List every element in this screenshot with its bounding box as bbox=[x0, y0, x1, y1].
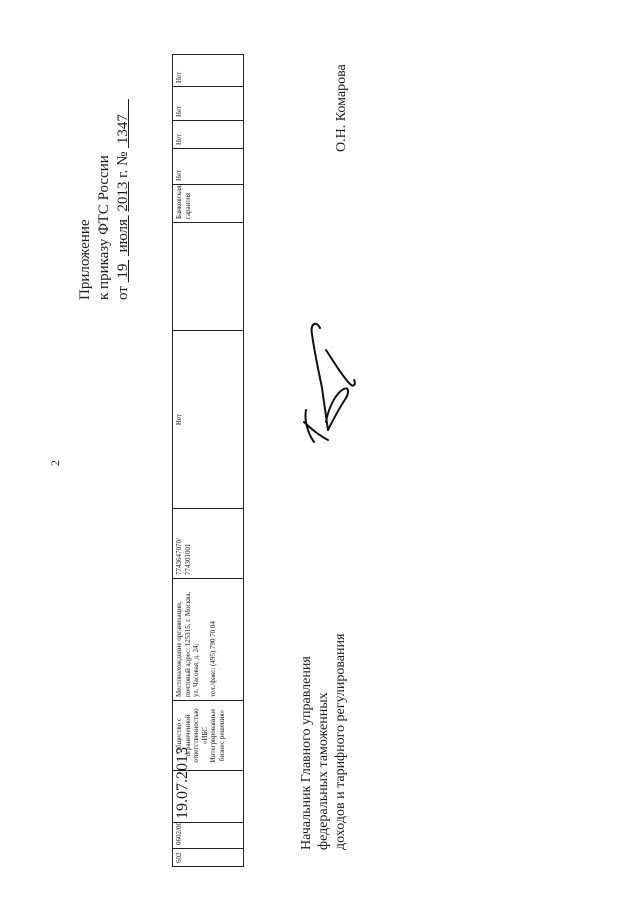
registry-table bbox=[172, 55, 244, 867]
date-day: 19 bbox=[115, 263, 131, 279]
cell-flag-4: Нет bbox=[173, 55, 244, 87]
appendix-header bbox=[76, 99, 133, 300]
number-label: г. № bbox=[115, 147, 131, 182]
cell-address: Местонахождение организации, почтовый адрес: 125315, г. Москва, ул. Часовая, д. 24; тел./факс: (495) 790 70 04 bbox=[173, 579, 244, 701]
signatory-line-1: Начальник Главного управления bbox=[299, 656, 314, 850]
cell-code: 0602/00 bbox=[173, 823, 244, 849]
page-number: 2 bbox=[48, 460, 62, 466]
order-reference: к приказу ФТС России bbox=[96, 155, 112, 300]
cell-organization-name: Общество с ограниченной ответственностью «ИБС Интегрированные бизнес решения» bbox=[173, 701, 244, 771]
cell-empty bbox=[173, 223, 244, 331]
date-year: 2013 bbox=[115, 181, 131, 212]
date-month: июля bbox=[115, 219, 131, 253]
handwritten-signature bbox=[298, 310, 360, 450]
table-row bbox=[173, 55, 244, 867]
cell-inn-kpp: 7743647070/ 774301001 bbox=[173, 509, 244, 579]
cell-guarantee: Банковская гарантия bbox=[173, 185, 244, 223]
cell-flag-3: Нет bbox=[173, 87, 244, 121]
cell-flag-1: Нет bbox=[173, 149, 244, 185]
cell-date: 19.07.2013 bbox=[173, 771, 244, 823]
signatory-line-3: доходов и тарифного регулирования bbox=[333, 633, 348, 850]
order-number: 1347 bbox=[115, 114, 131, 145]
signatory-line-2: федеральных таможенных bbox=[316, 692, 331, 850]
cell-number: 602 bbox=[173, 849, 244, 867]
appendix-title: Приложение bbox=[77, 219, 93, 300]
signatory-name: О.Н. Комарова bbox=[334, 64, 349, 152]
signatory-title bbox=[298, 634, 349, 850]
cell-flag-2: Нет bbox=[173, 121, 244, 149]
date-prefix: от bbox=[115, 282, 131, 300]
order-date-line bbox=[114, 99, 133, 300]
cell-note: Нет bbox=[173, 331, 244, 509]
